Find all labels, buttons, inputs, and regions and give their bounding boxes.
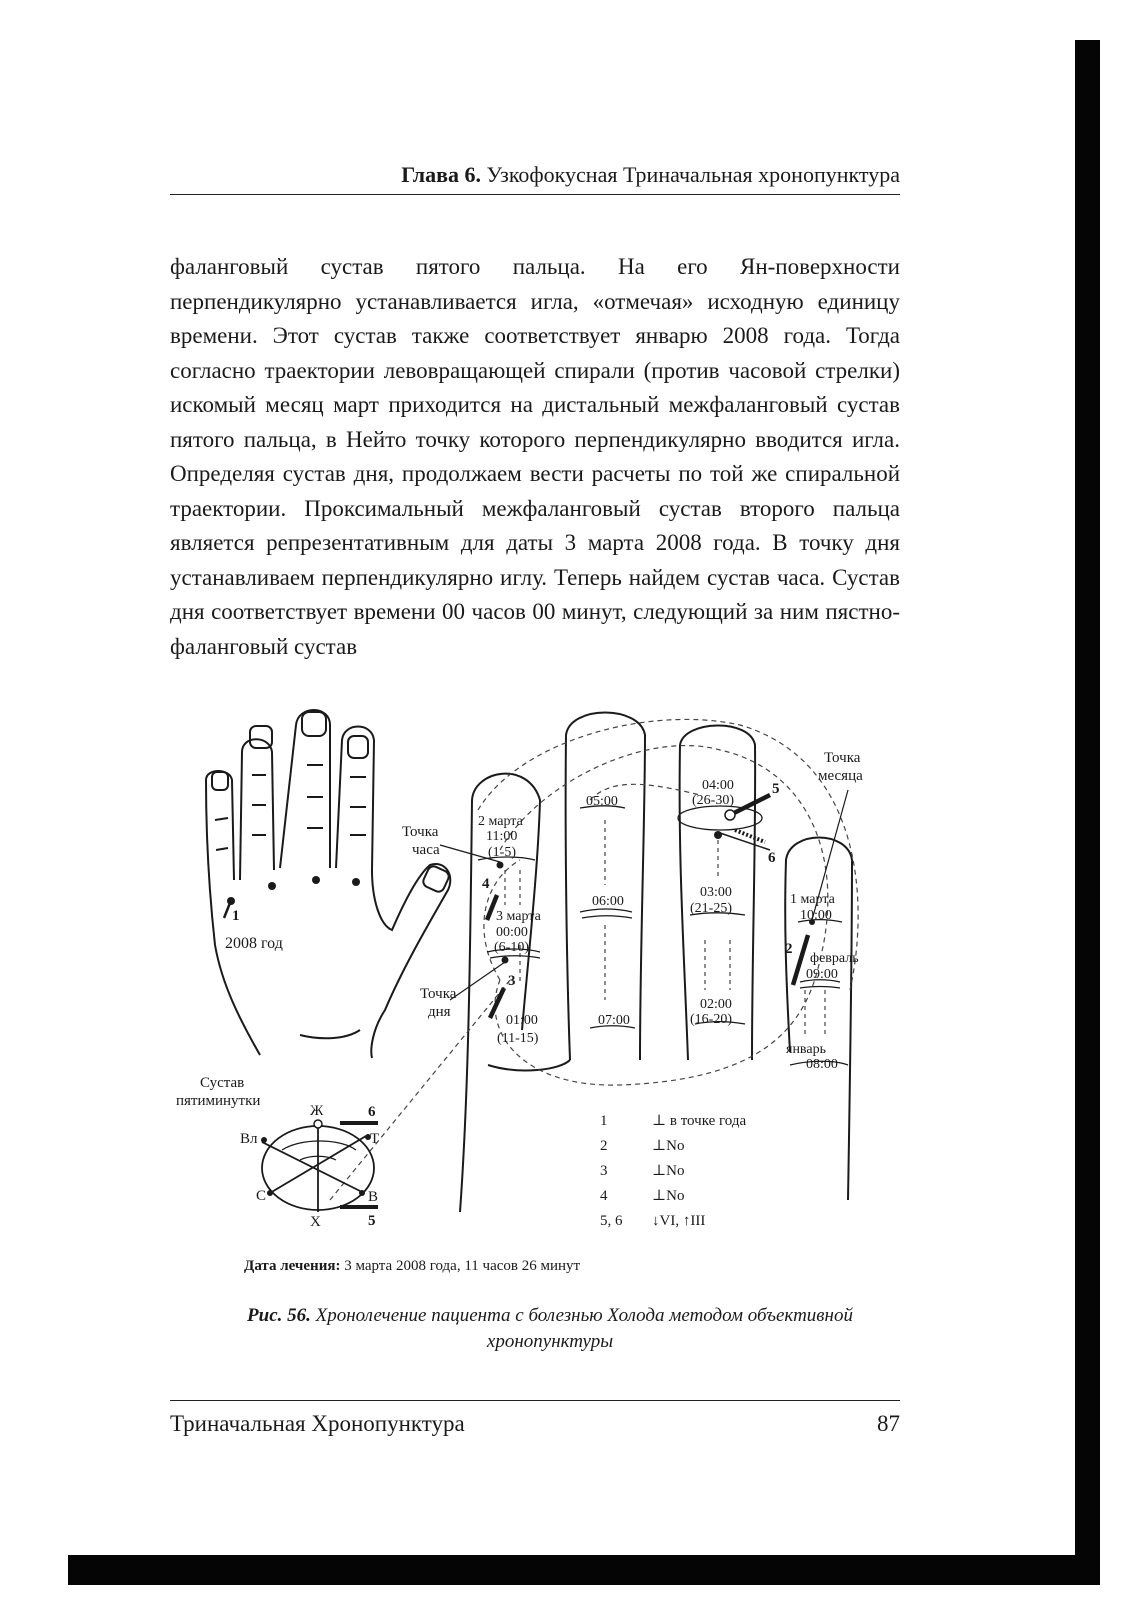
treatment-date — [244, 1258, 580, 1275]
joint-point-s — [267, 1190, 273, 1196]
chapter-number: Глава 6. — [401, 162, 481, 187]
figure-caption — [200, 1303, 900, 1355]
index-date-mid: 3 марта — [496, 909, 541, 924]
little-time-bottom: 08:00 — [806, 1057, 838, 1072]
page-number: 87 — [877, 1411, 900, 1436]
needle-legend — [600, 1113, 747, 1229]
legend-text: ⊥No — [652, 1163, 685, 1179]
ring-range-bottom: (16-20) — [690, 1012, 732, 1027]
five-min-label-2: пятиминутки — [176, 1093, 261, 1109]
month-point-label: Точка — [824, 750, 861, 766]
five-min-label: Сустав — [200, 1075, 245, 1091]
needle-6 — [720, 830, 770, 850]
joint-label-vl: Вл — [240, 1131, 258, 1147]
little-time-top: 10:00 — [800, 908, 832, 923]
joint-point-vl — [261, 1137, 267, 1143]
index-time-top: 11:00 — [486, 829, 518, 844]
legend-text: ⊥ в точке года — [652, 1113, 747, 1129]
joint-point-v — [359, 1190, 365, 1196]
treatment-date-label: Дата лечения: — [244, 1258, 341, 1274]
little-month-bottom: январь — [786, 1042, 826, 1057]
joint-number-6: 6 — [368, 1104, 376, 1120]
ring-needle-5: 5 — [772, 781, 780, 797]
joint-label-kh: Х — [310, 1214, 321, 1230]
joint-number-5: 5 — [368, 1213, 376, 1229]
index-needle-4: 4 — [482, 876, 490, 892]
legend-num: 2 — [600, 1138, 608, 1154]
finger-arrows — [505, 820, 825, 1035]
book-title: Триначальная Хронопунктура — [170, 1411, 465, 1436]
open-point — [725, 810, 735, 820]
index-range-mid: (6-10) — [494, 940, 529, 955]
joint-diagram — [262, 1122, 378, 1212]
index-time-mid: 00:00 — [496, 925, 528, 940]
page-footer — [170, 1400, 900, 1441]
small-hand-drawing — [206, 710, 451, 1058]
legend-text: ⊥No — [652, 1138, 685, 1154]
legend-num: 5, 6 — [600, 1213, 623, 1229]
little-time-mid: 09:00 — [806, 967, 838, 982]
ring-needle-6: 6 — [768, 850, 776, 866]
year-label: 2008 год — [225, 935, 283, 952]
joint-top-point — [314, 1120, 322, 1128]
legend-num: 1 — [600, 1113, 608, 1129]
ring-range-top: (26-30) — [692, 793, 734, 808]
index-range-bottom: (11-15) — [497, 1031, 539, 1046]
treatment-date-value: 3 марта 2008 года, 11 часов 26 минут — [344, 1258, 581, 1274]
index-time-bottom: 01:00 — [506, 1013, 538, 1028]
legend-num: 3 — [600, 1163, 608, 1179]
little-month-mid: февраль — [810, 951, 859, 966]
large-hand-needles — [487, 795, 808, 1018]
little-date-top: 1 марта — [790, 892, 835, 907]
middle-time-bottom: 07:00 — [598, 1013, 630, 1028]
ring-time-top: 04:00 — [702, 778, 734, 793]
month-point-label-2: месяца — [818, 768, 863, 784]
joint-label-s: С — [256, 1188, 267, 1204]
figure-number: Рис. 56. — [247, 1305, 311, 1326]
index-needle-3: 3 — [508, 973, 516, 989]
body-paragraph: фаланговый сустав пятого пальца. На его Ян-поверхности перпендикулярно устанавливается игла, «отмечая» исходную единицу времени. Этот сустав также соответствует январю 2008 года. Тогда согласно траектории левовращающей спирали (против часовой стрелки) искомый месяц март приходится на дистальный межфаланговый сустав пятого пальца, в Нейто точку которого перпендикулярно вводится игла. Определяя сустав дня, продолжаем вести расчеты по той же спиральной траектории. Проксимальный межфаланговый сустав второго пальца является репрезентативным для даты 3 марта 2008 года. В точку дня устанавливаем перпендикулярно иглу. Теперь найдем сустав часа. Сустав дня соответствует времени 00 часов 00 минут, следующий за ним пястно-фаланговый сустав — [170, 254, 900, 659]
knuckle-dots — [227, 876, 360, 905]
day-point-label-2: дня — [428, 1004, 451, 1020]
legend-text: ⊥No — [652, 1188, 685, 1204]
day-point-label: Точка — [420, 986, 457, 1002]
joint-label-t: Т — [370, 1131, 380, 1147]
hour-point-label-2: часа — [412, 842, 440, 858]
chapter-title: Узкофокусная Триначальная хронопунктура — [486, 162, 900, 187]
joint-label-v: В — [368, 1189, 379, 1205]
ring-range-mid: (21-25) — [690, 901, 732, 916]
ring-time-mid: 03:00 — [700, 885, 732, 900]
middle-time-mid: 06:00 — [592, 894, 624, 909]
legend-num: 4 — [600, 1188, 608, 1204]
figure-caption-text: Хронолечение пациента с болезнью Холода методом объективной хронопунктуры — [315, 1305, 853, 1352]
year-needle-number: 1 — [232, 908, 240, 924]
legend-text: ↓VI, ↑III — [652, 1213, 706, 1229]
joint-label-zh: Ж — [310, 1103, 324, 1119]
index-range-top: (1-5) — [488, 845, 516, 860]
index-date-top: 2 марта — [478, 814, 523, 829]
middle-time-top: 05:00 — [586, 794, 618, 809]
ring-time-bottom: 02:00 — [700, 997, 732, 1012]
little-needle-2: 2 — [785, 941, 793, 957]
hour-point-label: Точка — [402, 824, 439, 840]
